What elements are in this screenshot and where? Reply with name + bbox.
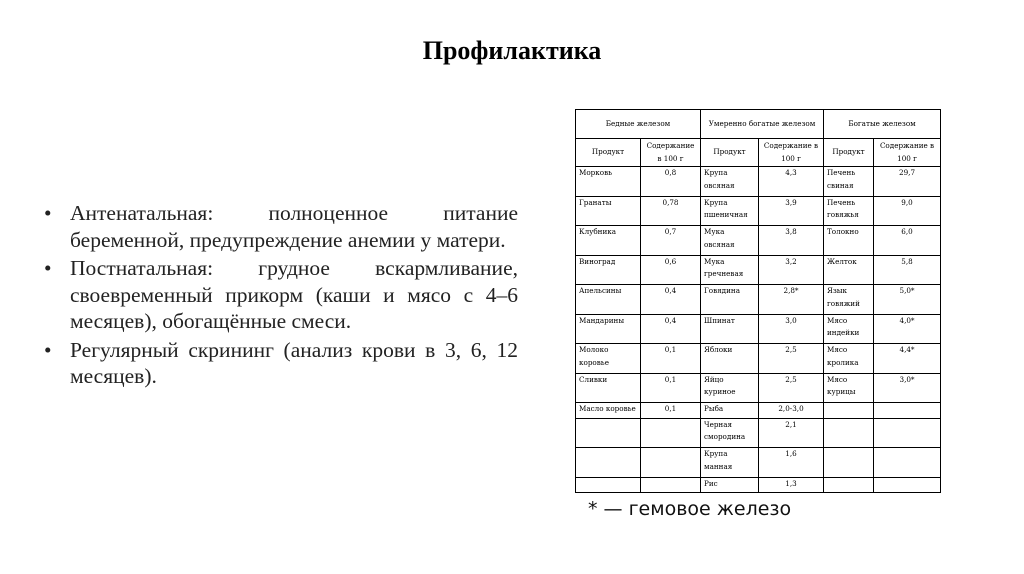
column-header-product: Продукт (701, 139, 759, 167)
product-cell: Гранаты (576, 196, 641, 226)
iron-content-cell: 0,1 (641, 403, 701, 418)
product-cell: Рис (701, 477, 759, 492)
product-cell: Масло коровье (576, 403, 641, 418)
iron-content-cell: 0,4 (641, 285, 701, 315)
iron-content-cell (641, 418, 701, 448)
product-cell: Мука овсяная (701, 226, 759, 256)
table-row (576, 448, 941, 478)
product-cell: Мандарины (576, 314, 641, 344)
product-cell: Желток (824, 255, 874, 285)
product-cell: Молоко коровье (576, 344, 641, 374)
product-cell: Крупа манная (701, 448, 759, 478)
table-row (576, 314, 941, 344)
table-group-header-row (576, 110, 941, 139)
bullet-list (44, 200, 518, 392)
product-cell (576, 477, 641, 492)
bullet-item (44, 200, 518, 253)
bullet-text: Антенатальная: полноценное питание беременной, предупреждение анемии у матери. (70, 201, 518, 252)
table-row (576, 196, 941, 226)
iron-content-cell: 3,2 (759, 255, 824, 285)
column-header-content: Содержание в 100 г (874, 139, 941, 167)
iron-content-cell (641, 448, 701, 478)
iron-content-cell: 0,1 (641, 373, 701, 403)
product-cell: Апельсины (576, 285, 641, 315)
iron-content-cell: 5,0* (874, 285, 941, 315)
product-cell: Мясо индейки (824, 314, 874, 344)
column-header-content: Содержание в 100 г (641, 139, 701, 167)
iron-content-cell: 29,7 (874, 167, 941, 197)
iron-content-cell: 0,78 (641, 196, 701, 226)
product-cell (824, 448, 874, 478)
group-header-poor: Бедные железом (576, 110, 701, 139)
product-cell: Виноград (576, 255, 641, 285)
iron-content-cell (641, 477, 701, 492)
column-header-product: Продукт (824, 139, 874, 167)
table-row (576, 344, 941, 374)
bullet-item (44, 255, 518, 335)
bullet-item (44, 337, 518, 390)
iron-content-cell: 2,5 (759, 344, 824, 374)
column-header-product: Продукт (576, 139, 641, 167)
product-cell: Мясо кролика (824, 344, 874, 374)
column-header-content: Содержание в 100 г (759, 139, 824, 167)
product-cell: Толокно (824, 226, 874, 256)
product-cell (824, 477, 874, 492)
iron-content-cell: 9,0 (874, 196, 941, 226)
iron-content-cell: 4,3 (759, 167, 824, 197)
iron-content-cell: 2,8* (759, 285, 824, 315)
bullet-text: Постнатальная: грудное вскармливание, своевременный прикорм (каши и мясо с 4–6 месяцев), обогащённые смеси. (70, 256, 518, 333)
table-column-header-row (576, 139, 941, 167)
table-row (576, 285, 941, 315)
iron-content-cell: 5,8 (874, 255, 941, 285)
bullet-dot: • (44, 256, 52, 280)
table-row (576, 255, 941, 285)
product-cell: Рыба (701, 403, 759, 418)
iron-content-cell (874, 403, 941, 418)
iron-content-cell (874, 448, 941, 478)
product-cell: Яблоки (701, 344, 759, 374)
product-cell: Мука гречневая (701, 255, 759, 285)
table-row (576, 226, 941, 256)
product-cell: Печень свиная (824, 167, 874, 197)
footnote: * — гемовое железо (588, 498, 792, 520)
iron-content-cell: 4,0* (874, 314, 941, 344)
iron-content-cell: 0,4 (641, 314, 701, 344)
product-cell: Клубника (576, 226, 641, 256)
slide-title: Профилактика (422, 36, 602, 65)
iron-content-cell: 1,6 (759, 448, 824, 478)
product-cell (576, 418, 641, 448)
product-cell: Шпинат (701, 314, 759, 344)
iron-content-cell: 2,5 (759, 373, 824, 403)
iron-content-cell: 3,9 (759, 196, 824, 226)
iron-content-cell: 6,0 (874, 226, 941, 256)
product-cell: Язык говяжий (824, 285, 874, 315)
bullet-dot: • (44, 337, 52, 362)
iron-content-cell: 3,0 (759, 314, 824, 344)
product-cell (576, 448, 641, 478)
table-row (576, 403, 941, 418)
product-cell (824, 403, 874, 418)
iron-content-cell (874, 418, 941, 448)
iron-content-cell: 3,8 (759, 226, 824, 256)
product-cell (824, 418, 874, 448)
iron-content-cell: 4,4* (874, 344, 941, 374)
iron-content-cell: 0,1 (641, 344, 701, 374)
product-cell: Печень говяжья (824, 196, 874, 226)
group-header-rich: Богатые железом (824, 110, 941, 139)
iron-content-cell: 3,0* (874, 373, 941, 403)
bullet-text: Регулярный скрининг (анализ крови в 3, 6, 12 месяцев). (70, 337, 518, 388)
table-row (576, 418, 941, 448)
iron-content-cell (874, 477, 941, 492)
product-cell: Черная смородина (701, 418, 759, 448)
product-cell: Сливки (576, 373, 641, 403)
bullet-dot: • (44, 201, 52, 225)
product-cell: Говядина (701, 285, 759, 315)
table-row (576, 373, 941, 403)
product-cell: Крупа овсяная (701, 167, 759, 197)
group-header-moderate: Умеренно богатые железом (701, 110, 824, 139)
product-cell: Мясо курицы (824, 373, 874, 403)
product-cell: Морковь (576, 167, 641, 197)
iron-content-cell: 0,6 (641, 255, 701, 285)
table-row (576, 477, 941, 492)
iron-content-cell: 0,8 (641, 167, 701, 197)
iron-content-cell: 2,1 (759, 418, 824, 448)
iron-content-cell: 0,7 (641, 226, 701, 256)
iron-content-cell: 2,0-3,0 (759, 403, 824, 418)
iron-content-cell: 1,3 (759, 477, 824, 492)
iron-content-table (575, 109, 941, 493)
product-cell: Яйцо куриное (701, 373, 759, 403)
product-cell: Крупа пшеничная (701, 196, 759, 226)
table-row (576, 167, 941, 197)
